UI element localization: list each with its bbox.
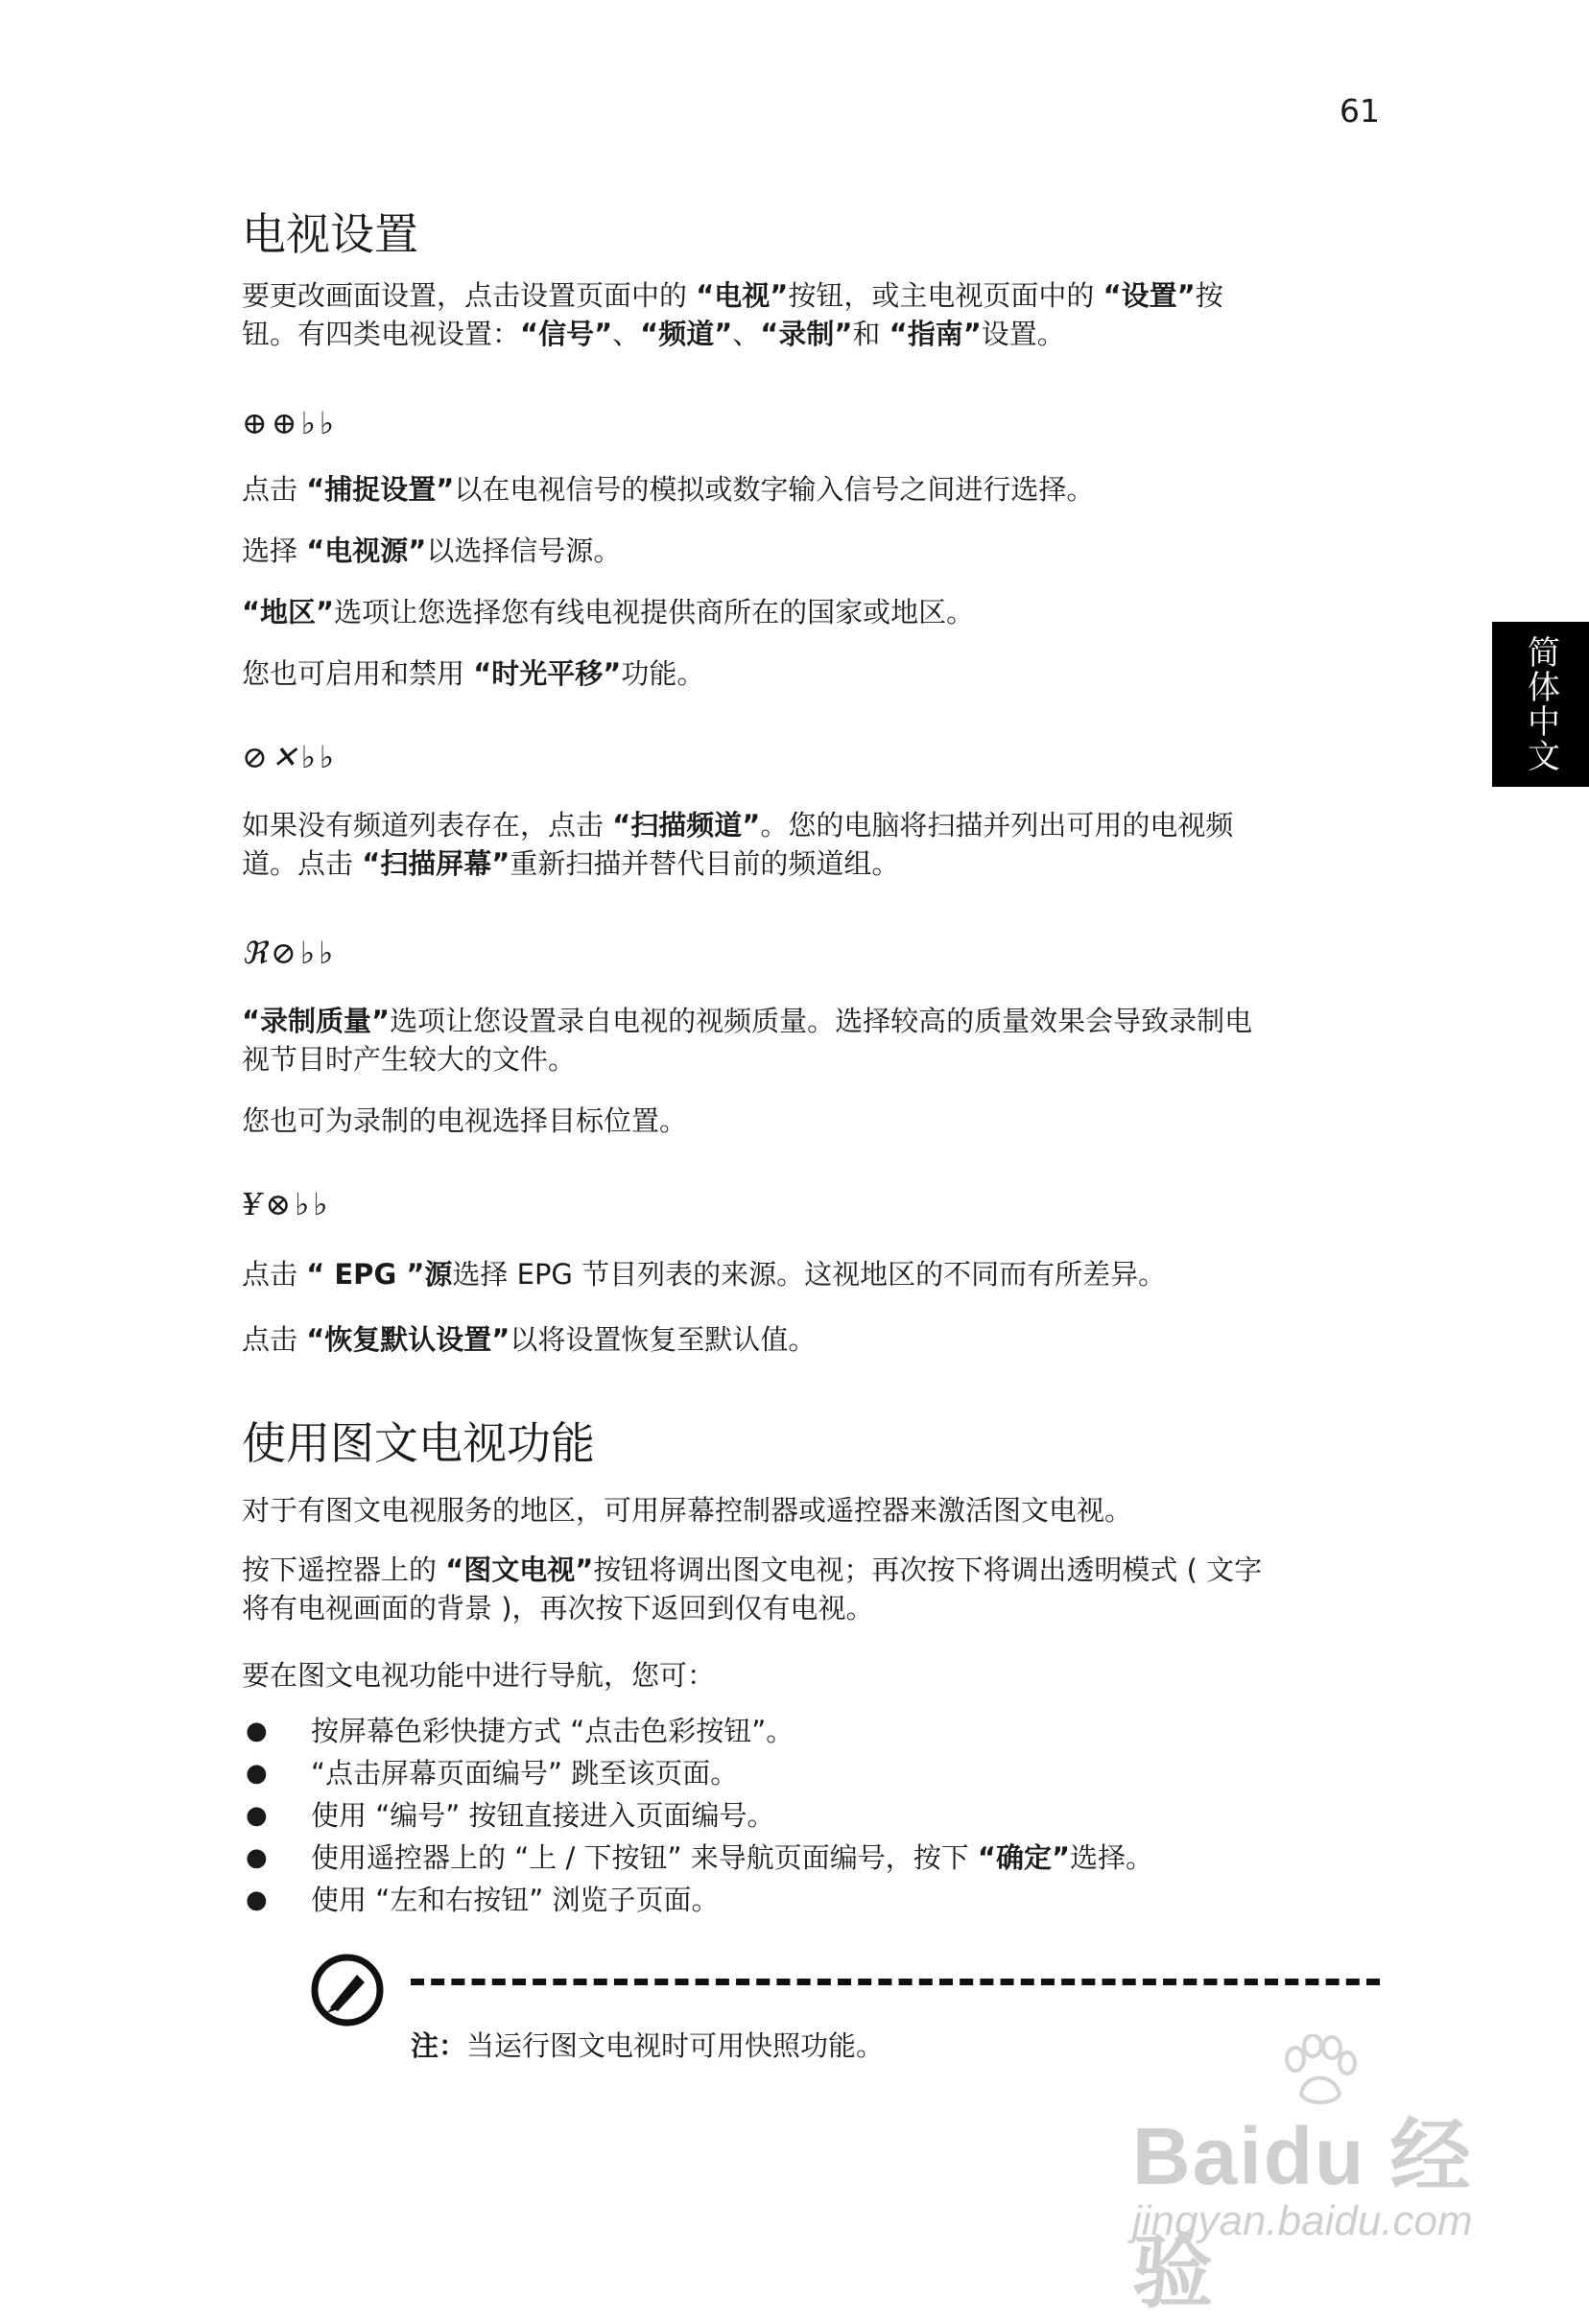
guide-paragraph-1: 点击 “ EPG ”源选择 EPG 节目列表的来源。这视地区的不同而有所差异。 (242, 1258, 1167, 1291)
watermark (1132, 2034, 1516, 2317)
bullet-dot-icon: ● (246, 1885, 268, 1914)
bullet-dot-icon: ● (246, 1759, 268, 1788)
list-item: ● 使用 “左和右按钮” 浏览子页面。 (242, 1879, 1384, 1921)
list-item: ● “点击屏幕页面编号” 跳至该页面。 (242, 1752, 1384, 1794)
channel-paragraph: 如果没有频道列表存在，点击 “扫描频道”。您的电脑将扫描并列出可用的电视频 道。点击 “扫描屏幕”重新扫描并替代目前的频道组。 (242, 809, 1234, 880)
intro-paragraph: 要更改画面设置，点击设置页面中的 “电视”按钮，或主电视页面中的 “设置”按 钮。有四类电视设置：“信号”、“频道”、“录制”和 “指南”设置。 (242, 279, 1223, 350)
note-pen-icon (309, 1952, 386, 2028)
bullet-dot-icon: ● (246, 1843, 268, 1872)
note-divider (411, 1979, 1380, 1985)
subheading-record-glyph: ℜ⊘♭♭ (242, 935, 338, 971)
teletext-paragraph-1: 对于有图文电视服务的地区，可用屏幕控制器或遥控器来激活图文电视。 (242, 1494, 1133, 1527)
subheading-signal-glyph: ⊕⊕♭♭ (242, 405, 338, 441)
guide-paragraph-2: 点击 “恢复默认设置”以将设置恢复至默认值。 (242, 1323, 817, 1356)
side-tab-label: 简体中文 (1521, 635, 1560, 773)
signal-paragraph-1: 点击 “捕捉设置”以在电视信号的模拟或数字输入信号之间进行选择。 (242, 473, 1095, 506)
bullet-dot-icon: ● (246, 1801, 268, 1830)
subheading-channel-glyph: ⊘✕♭♭ (242, 739, 338, 775)
section-title-teletext: 使用图文电视功能 (242, 1417, 595, 1469)
watermark-brand: Baidu 经验 (1132, 2111, 1473, 2317)
side-language-tab (1492, 622, 1589, 787)
record-paragraph-2: 您也可为录制的电视选择目标位置。 (242, 1104, 688, 1137)
section-title-tv-settings: 电视设置 (242, 208, 418, 260)
watermark-url: jingyan.baidu.com (1132, 2197, 1473, 2244)
teletext-paragraph-3: 要在图文电视功能中进行导航，您可： (242, 1659, 716, 1692)
page-number: 61 (1340, 92, 1380, 130)
navigation-bullet-list (242, 1710, 1384, 1921)
subheading-guide-glyph: ¥⊗♭♭ (242, 1186, 332, 1222)
record-paragraph-1: “录制质量”选项让您设置录自电视的视频质量。选择较高的质量效果会导致录制电 视节目时产生较大的文件。 (242, 1005, 1253, 1076)
signal-paragraph-4: 您也可启用和禁用 “时光平移”功能。 (242, 657, 705, 690)
list-item: ● 使用遥控器上的 “上 / 下按钮” 来导航页面编号，按下 “确定”选择。 (242, 1837, 1384, 1879)
list-item: ● 按屏幕色彩快捷方式 “点击色彩按钮”。 (242, 1710, 1384, 1752)
note-text: 注：当运行图文电视时可用快照功能。 (411, 2029, 885, 2062)
teletext-paragraph-2: 按下遥控器上的 “图文电视”按钮将调出图文电视；再次按下将调出透明模式 ( 文字 将有电视画面的背景 )，再次按下返回到仅有电视。 (242, 1553, 1263, 1624)
signal-paragraph-2: 选择 “电视源”以选择信号源。 (242, 534, 622, 567)
list-item: ● 使用 “编号” 按钮直接进入页面编号。 (242, 1794, 1384, 1837)
bullet-dot-icon: ● (246, 1717, 268, 1745)
signal-paragraph-3: “地区”选项让您选择您有线电视提供商所在的国家或地区。 (242, 596, 975, 628)
